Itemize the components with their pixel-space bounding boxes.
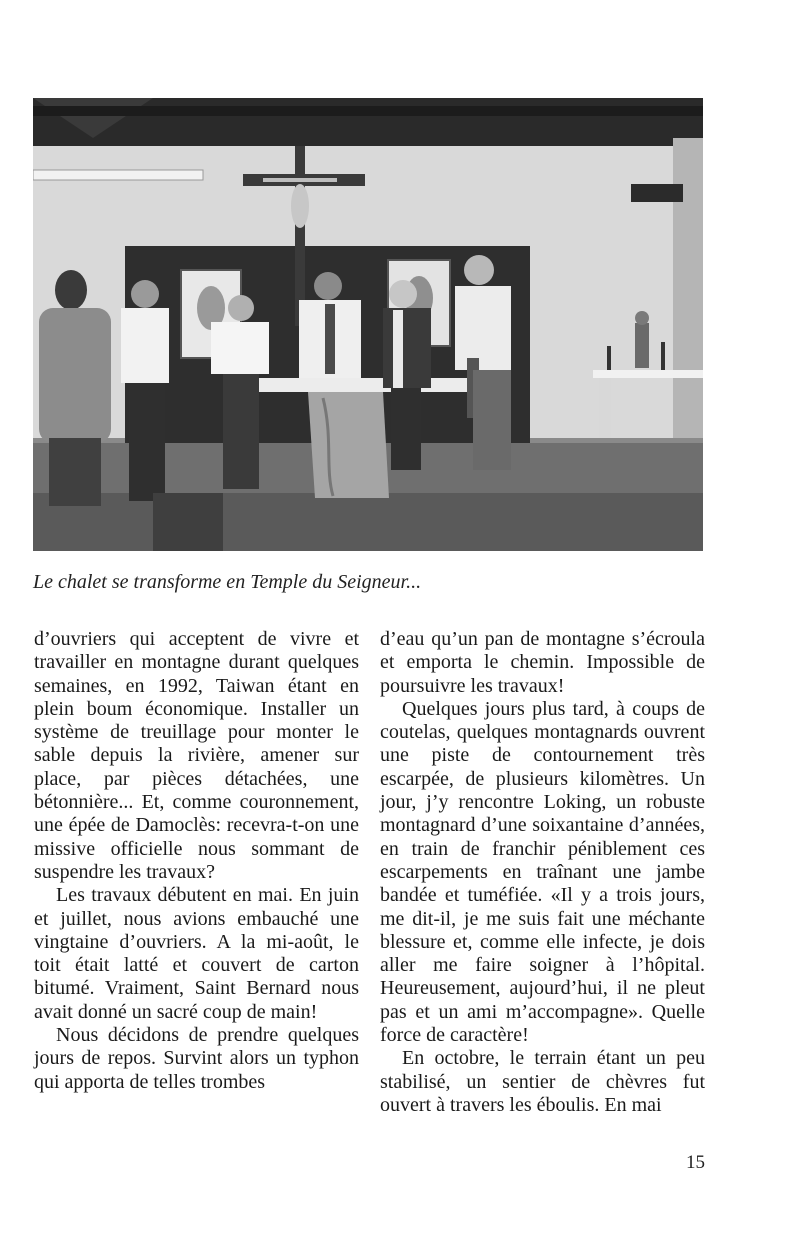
paragraph: Les travaux débutent en mai. En juin et juillet, nous avions embauché une vingtaine d’ouvriers. A la mi-août, le toit était latté et couvert de carton bitumé. Vraiment, Saint Bernard nous avait donné un sacré coup de main! <box>34 884 359 1023</box>
paragraph: En octobre, le terrain étant un peu stabilisé, un sentier de chèvres fut ouvert à travers les éboulis. En mai <box>380 1047 705 1116</box>
chapel-photo <box>33 98 703 551</box>
paragraph: Nous décidons de prendre quelques jours de repos. Survint alors un typhon qui apporta de telles trombes <box>34 1024 359 1093</box>
chapel-photo-illustration <box>33 98 703 551</box>
paragraph: d’ouvriers qui acceptent de vivre et travailler en montagne durant quelques semaines, en 1992, Taiwan étant en plein boum économique. Installer un système de treuillage pour monter le sable depuis la rivière, amener sur place, par pièces détachées, une bétonnière... Et, comme couronnement, une épée de Damoclès: recevra-t-on une missive officielle nous sommant de suspendre les travaux? <box>34 628 359 883</box>
left-text-column <box>34 628 359 1094</box>
page-number: 15 <box>686 1152 705 1173</box>
right-text-column <box>380 628 705 1117</box>
paragraph: Quelques jours plus tard, à coups de coutelas, quelques montagnards ouvrent une piste de contournement très escarpée, de plusieurs kilomètres. Un jour, j’y rencontre Loking, un robuste montagnard d’une soixantaine d’années, en train de franchir péniblement ces escarpements en traînant une jambe bandée et tuméfiée. «Il y a trois jours, me dit-il, je me suis fait une méchante blessure et, comme elle infecte, je dois aller me faire soigner à l’hôpital. Heureusement, aujourd’hui, il ne pleut pas et un ami m’accompagne». Quelle force de caractère! <box>380 697 705 1047</box>
figure-caption: Le chalet se transforme en Temple du Seigneur... <box>33 571 422 593</box>
paragraph: d’eau qu’un pan de montagne s’écroula et emporta le chemin. Impossible de poursuivre les travaux! <box>380 628 705 697</box>
